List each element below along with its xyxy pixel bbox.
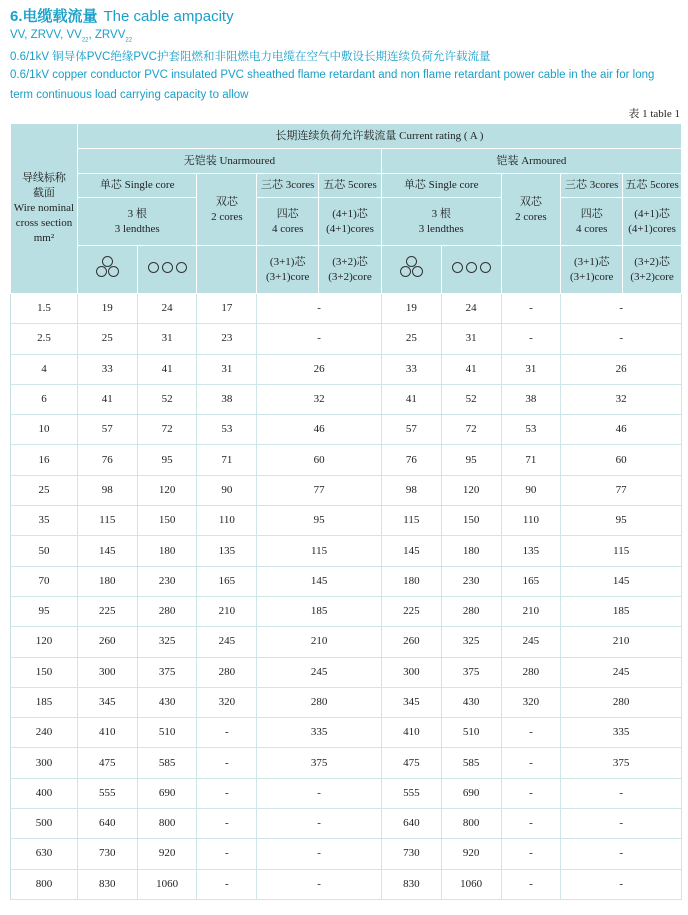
rating-cell: 230 [137, 566, 197, 596]
rating-cell: 77 [561, 475, 682, 505]
rating-cell: 475 [381, 748, 441, 778]
rating-cell: 52 [137, 384, 197, 414]
rating-cell: 71 [197, 445, 257, 475]
rating-cell: 210 [197, 596, 257, 626]
rating-cell: 830 [381, 869, 441, 899]
rating-cell: 72 [441, 415, 501, 445]
rating-cell: 410 [381, 718, 441, 748]
section-cell: 25 [11, 475, 78, 505]
rating-cell: - [257, 809, 382, 839]
rating-cell: 300 [77, 657, 137, 687]
section-cell: 150 [11, 657, 78, 687]
three-plus-two-header: (3+2)芯 (3+2)core [319, 246, 382, 294]
rating-cell: - [501, 748, 561, 778]
single-core-header: 单芯 Single core [77, 174, 197, 198]
rating-cell: 260 [381, 627, 441, 657]
blank-header-cell [501, 246, 561, 294]
table-row [11, 687, 682, 717]
rating-cell: 120 [441, 475, 501, 505]
rating-cell: 245 [501, 627, 561, 657]
rating-cell: 38 [197, 384, 257, 414]
rating-cell: - [501, 869, 561, 899]
rating-cell: 95 [441, 445, 501, 475]
rating-cell: - [561, 839, 682, 869]
table-row [11, 506, 682, 536]
table-row [11, 294, 682, 324]
rating-cell: - [257, 324, 382, 354]
four-plus-one-header-armoured: (4+1)芯 (4+1)cores [623, 198, 682, 246]
rating-cell: 41 [137, 354, 197, 384]
rating-cell: - [501, 809, 561, 839]
section-header: 导线标称 截面 Wire nominal cross section mm² [11, 124, 78, 294]
table-row [11, 596, 682, 626]
two-cores-header: 双芯 2 cores [197, 174, 257, 246]
title-zh: 6.电缆载流量 [10, 8, 98, 25]
rating-cell: 280 [441, 596, 501, 626]
rating-cell: 19 [381, 294, 441, 324]
rating-cell: 800 [441, 809, 501, 839]
rating-cell: - [561, 324, 682, 354]
rating-cell: 585 [441, 748, 501, 778]
rating-cell: - [197, 809, 257, 839]
rating-cell: 145 [257, 566, 382, 596]
trefoil-cable-icon [77, 246, 137, 294]
table-row [11, 809, 682, 839]
rating-cell: 690 [137, 778, 197, 808]
rating-cell: 345 [77, 687, 137, 717]
rating-cell: 135 [501, 536, 561, 566]
rating-cell: 180 [441, 536, 501, 566]
flat-cable-icon [137, 246, 197, 294]
section-cell: 120 [11, 627, 78, 657]
rating-cell: 32 [561, 384, 682, 414]
rating-cell: 280 [257, 687, 382, 717]
rating-cell: 185 [561, 596, 682, 626]
rating-cell: 245 [561, 657, 682, 687]
cable-models: VV, ZRVV, $VV_{22}$, $ZRVV_{22}$ [10, 29, 133, 44]
rating-cell: 245 [257, 657, 382, 687]
rating-cell: 46 [257, 415, 382, 445]
rating-cell: - [257, 839, 382, 869]
rating-cell: 95 [257, 506, 382, 536]
rating-cell: - [561, 294, 682, 324]
rating-cell: 690 [441, 778, 501, 808]
section-cell: 6 [11, 384, 78, 414]
rating-cell: 31 [137, 324, 197, 354]
rating-cell: 180 [137, 536, 197, 566]
rating-cell: 245 [197, 627, 257, 657]
current-rating-header: 长期连续负荷允许载流量 Current rating ( A ) [77, 124, 681, 149]
rating-cell: 150 [137, 506, 197, 536]
section-cell: 185 [11, 687, 78, 717]
rating-cell: 98 [381, 475, 441, 505]
description-en-line1: 0.6/1kV copper conductor PVC insulated PVC sheathed flame retardant and non flame retardant power cable in the air for long [10, 69, 655, 81]
rating-cell: 260 [77, 627, 137, 657]
table-row [11, 475, 682, 505]
rating-cell: 150 [441, 506, 501, 536]
section-cell: 35 [11, 506, 78, 536]
section-cell: 1.5 [11, 294, 78, 324]
rating-cell: 555 [77, 778, 137, 808]
rating-cell: 165 [501, 566, 561, 596]
table-row [11, 415, 682, 445]
rating-cell: 115 [561, 536, 682, 566]
rating-cell: 52 [441, 384, 501, 414]
description-zh: 0.6/1kV 铜导体PVC绝缘PVC护套阻燃和非阻燃电力电缆在空气中敷设长期连续负荷允许载流量 [10, 51, 491, 63]
rating-cell: 325 [137, 627, 197, 657]
rating-cell: 32 [257, 384, 382, 414]
single-core-header-armoured: 单芯 Single core [381, 174, 501, 198]
title-en: The cable ampacity [103, 8, 234, 25]
table-row [11, 657, 682, 687]
table-row [11, 627, 682, 657]
rating-cell: 19 [77, 294, 137, 324]
two-cores-header-armoured: 双芯 2 cores [501, 174, 561, 246]
description-en-line2: term continuous load carrying capacity to allow [10, 89, 249, 101]
table-row [11, 778, 682, 808]
rating-cell: 26 [561, 354, 682, 384]
ampacity-table [10, 123, 682, 900]
rating-cell: 53 [197, 415, 257, 445]
three-lengths-header-armoured: 3 根 3 lendthes [381, 198, 501, 246]
rating-cell: 24 [137, 294, 197, 324]
rating-cell: 31 [501, 354, 561, 384]
rating-cell: 57 [77, 415, 137, 445]
rating-cell: 90 [501, 475, 561, 505]
rating-cell: 300 [381, 657, 441, 687]
rating-cell: 280 [197, 657, 257, 687]
rating-cell: - [561, 809, 682, 839]
three-cores-header-armoured: 三芯 3cores [561, 174, 623, 198]
armoured-header: 铠装 Armoured [381, 149, 681, 174]
rating-cell: 510 [137, 718, 197, 748]
rating-cell: - [257, 869, 382, 899]
rating-cell: 33 [77, 354, 137, 384]
rating-cell: 475 [77, 748, 137, 778]
rating-cell: 115 [257, 536, 382, 566]
three-plus-one-header-armoured: (3+1)芯 (3+1)core [561, 246, 623, 294]
rating-cell: 225 [381, 596, 441, 626]
rating-cell: 320 [197, 687, 257, 717]
section-cell: 300 [11, 748, 78, 778]
section-cell: 50 [11, 536, 78, 566]
rating-cell: 920 [441, 839, 501, 869]
rating-cell: 335 [257, 718, 382, 748]
rating-cell: 145 [77, 536, 137, 566]
table-row [11, 324, 682, 354]
rating-cell: 555 [381, 778, 441, 808]
rating-cell: 57 [381, 415, 441, 445]
five-cores-header-armoured: 五芯 5cores [623, 174, 682, 198]
table-row [11, 445, 682, 475]
rating-cell: 1060 [441, 869, 501, 899]
rating-cell: 60 [257, 445, 382, 475]
rating-cell: 95 [561, 506, 682, 536]
section-cell: 500 [11, 809, 78, 839]
table-row [11, 839, 682, 869]
four-plus-one-header: (4+1)芯 (4+1)cores [319, 198, 382, 246]
rating-cell: - [501, 324, 561, 354]
rating-cell: 320 [501, 687, 561, 717]
rating-cell: 71 [501, 445, 561, 475]
rating-cell: - [197, 748, 257, 778]
rating-cell: - [561, 778, 682, 808]
table-row [11, 536, 682, 566]
rating-cell: 165 [197, 566, 257, 596]
rating-cell: 585 [137, 748, 197, 778]
rating-cell: 41 [381, 384, 441, 414]
three-plus-two-header-armoured: (3+2)芯 (3+2)core [623, 246, 682, 294]
rating-cell: 830 [77, 869, 137, 899]
rating-cell: 120 [137, 475, 197, 505]
rating-cell: 640 [77, 809, 137, 839]
rating-cell: 375 [137, 657, 197, 687]
rating-cell: 430 [137, 687, 197, 717]
rating-cell: - [257, 294, 382, 324]
rating-cell: 180 [381, 566, 441, 596]
section-cell: 630 [11, 839, 78, 869]
rating-cell: 145 [561, 566, 682, 596]
rating-cell: 640 [381, 809, 441, 839]
rating-cell: - [197, 839, 257, 869]
section-cell: 240 [11, 718, 78, 748]
rating-cell: 920 [137, 839, 197, 869]
rating-cell: 335 [561, 718, 682, 748]
rating-cell: 375 [257, 748, 382, 778]
rating-cell: 145 [381, 536, 441, 566]
rating-cell: 280 [501, 657, 561, 687]
section-cell: 400 [11, 778, 78, 808]
table-row [11, 718, 682, 748]
rating-cell: 115 [381, 506, 441, 536]
rating-cell: 38 [501, 384, 561, 414]
rating-cell: 76 [381, 445, 441, 475]
rating-cell: 375 [561, 748, 682, 778]
section-cell: 16 [11, 445, 78, 475]
rating-cell: 345 [381, 687, 441, 717]
three-cores-header: 三芯 3cores [257, 174, 319, 198]
rating-cell: 98 [77, 475, 137, 505]
table-row [11, 384, 682, 414]
rating-cell: 430 [441, 687, 501, 717]
rating-cell: 41 [77, 384, 137, 414]
table-row [11, 354, 682, 384]
rating-cell: 110 [501, 506, 561, 536]
four-cores-header: 四芯 4 cores [257, 198, 319, 246]
section-cell: 2.5 [11, 324, 78, 354]
rating-cell: 210 [257, 627, 382, 657]
rating-cell: 210 [561, 627, 682, 657]
rating-cell: 1060 [137, 869, 197, 899]
flat-cable-icon [441, 246, 501, 294]
rating-cell: 23 [197, 324, 257, 354]
rating-cell: - [197, 718, 257, 748]
rating-cell: 31 [441, 324, 501, 354]
rating-cell: 210 [501, 596, 561, 626]
rating-cell: - [501, 778, 561, 808]
rating-cell: 135 [197, 536, 257, 566]
section-cell: 10 [11, 415, 78, 445]
rating-cell: - [501, 718, 561, 748]
rating-cell: 115 [77, 506, 137, 536]
rating-cell: 25 [77, 324, 137, 354]
table-row [11, 566, 682, 596]
rating-cell: - [197, 778, 257, 808]
unarmoured-header: 无铠装 Unarmoured [77, 149, 381, 174]
rating-cell: 110 [197, 506, 257, 536]
rating-cell: 46 [561, 415, 682, 445]
rating-cell: 280 [561, 687, 682, 717]
table-row [11, 869, 682, 899]
rating-cell: - [501, 839, 561, 869]
rating-cell: 225 [77, 596, 137, 626]
rating-cell: 33 [381, 354, 441, 384]
rating-cell: - [197, 869, 257, 899]
table-label: 表 1 table 1 [628, 108, 680, 120]
table-row [11, 748, 682, 778]
three-plus-one-header: (3+1)芯 (3+1)core [257, 246, 319, 294]
rating-cell: - [257, 778, 382, 808]
rating-cell: 41 [441, 354, 501, 384]
rating-cell: 230 [441, 566, 501, 596]
rating-cell: 53 [501, 415, 561, 445]
rating-cell: 95 [137, 445, 197, 475]
rating-cell: 800 [137, 809, 197, 839]
five-cores-header: 五芯 5cores [319, 174, 382, 198]
rating-cell: 280 [137, 596, 197, 626]
rating-cell: 25 [381, 324, 441, 354]
rating-cell: 375 [441, 657, 501, 687]
rating-cell: 26 [257, 354, 382, 384]
three-lengths-header: 3 根 3 lendthes [77, 198, 197, 246]
rating-cell: 90 [197, 475, 257, 505]
trefoil-cable-icon [381, 246, 441, 294]
rating-cell: 410 [77, 718, 137, 748]
rating-cell: 730 [77, 839, 137, 869]
section-cell: 800 [11, 869, 78, 899]
rating-cell: 76 [77, 445, 137, 475]
four-cores-header-armoured: 四芯 4 cores [561, 198, 623, 246]
rating-cell: 730 [381, 839, 441, 869]
rating-cell: - [501, 294, 561, 324]
rating-cell: - [561, 869, 682, 899]
rating-cell: 180 [77, 566, 137, 596]
rating-cell: 77 [257, 475, 382, 505]
section-cell: 70 [11, 566, 78, 596]
page-title [10, 5, 234, 26]
section-cell: 4 [11, 354, 78, 384]
rating-cell: 325 [441, 627, 501, 657]
section-cell: 95 [11, 596, 78, 626]
rating-cell: 24 [441, 294, 501, 324]
rating-cell: 185 [257, 596, 382, 626]
blank-header-cell [197, 246, 257, 294]
rating-cell: 60 [561, 445, 682, 475]
rating-cell: 510 [441, 718, 501, 748]
rating-cell: 31 [197, 354, 257, 384]
rating-cell: 72 [137, 415, 197, 445]
rating-cell: 17 [197, 294, 257, 324]
